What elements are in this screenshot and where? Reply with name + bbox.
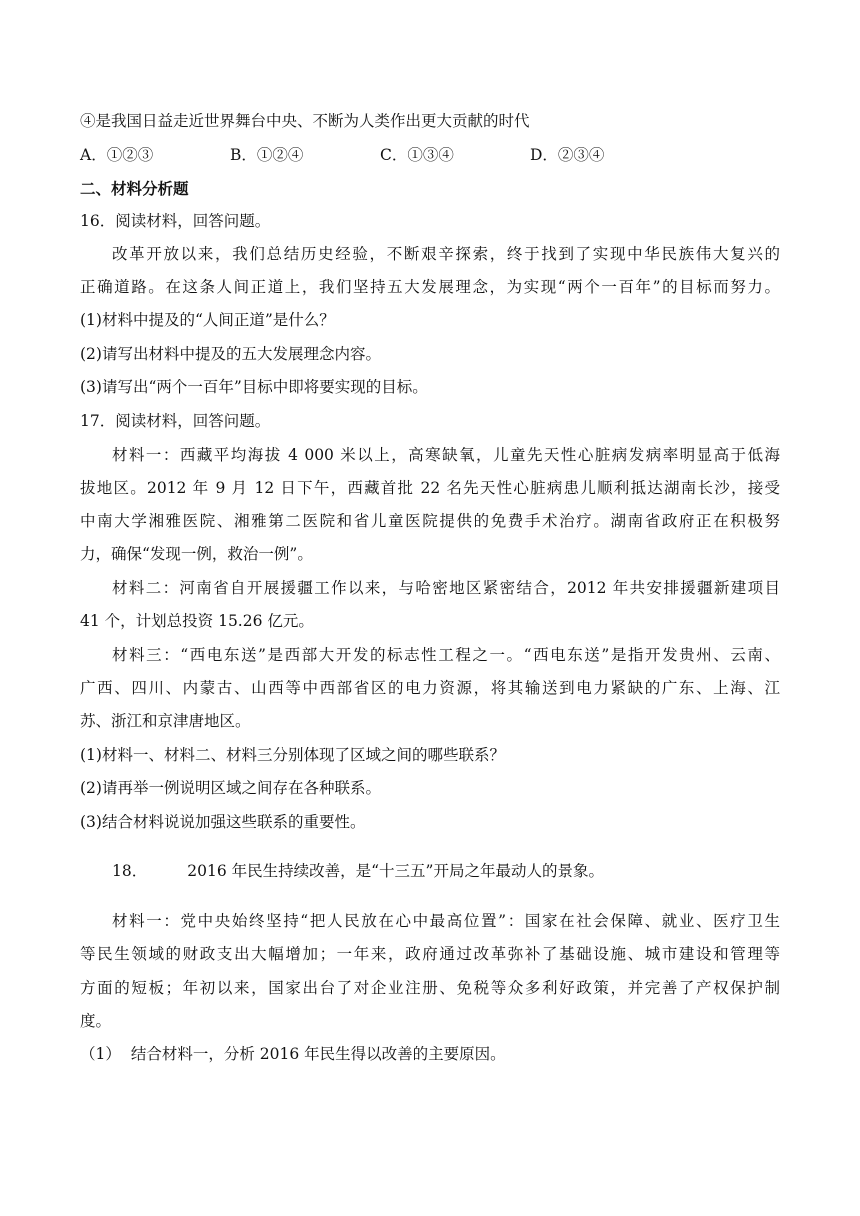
q15-option-4-statement: ④是我国日益走近世界舞台中央、不断为人类作出更大贡献的时代	[80, 112, 530, 130]
q17-material1-line: 力，确保“发现一例，救治一例”。	[80, 545, 313, 563]
q18-material1-line: 等民生领域的财政支出大幅增加；一年来，政府通过改革弥补了基础设施、城市建设和管理等	[80, 945, 780, 963]
q16-question-3: (3)请写出“两个一百年”目标中即将要实现的目标。	[80, 378, 428, 396]
q17-material1-line: 材料一：西藏平均海拔 4 000 米以上，高寒缺氧，儿童先天性心脏病发病率明显高于低海	[112, 446, 780, 464]
q16-material-line: 正确道路。在这条人间正道上，我们坚持五大发展理念，为实现“两个一百年”的目标而努力。	[80, 278, 780, 296]
q17-material3-line: 广西、四川、内蒙古、山西等中西部省区的电力资源，将其输送到电力紧缺的广东、上海、江	[80, 679, 780, 697]
q17-material2-line: 材料二：河南省自开展援疆工作以来，与哈密地区紧密结合，2012 年共安排援疆新建项目	[112, 579, 780, 597]
q17-question-2: (2)请再举一例说明区域之间存在各种联系。	[80, 779, 381, 797]
q18-material1-line: 度。	[80, 1012, 112, 1030]
option-a[interactable]: A．①②③	[80, 146, 154, 164]
q18-question-1-number: （1）	[80, 1045, 121, 1063]
q18-material1-line: 材料一：党中央始终坚持“把人民放在心中最高位置”：国家在社会保障、就业、医疗卫生	[112, 912, 780, 930]
q18-stem: 2016 年民生持续改善，是“十三五”开局之年最动人的景象。	[187, 862, 604, 880]
q16-material-line: 改革开放以来，我们总结历史经验，不断艰辛探索，终于找到了实现中华民族伟大复兴的	[112, 245, 780, 263]
option-d[interactable]: D．②③④	[530, 146, 605, 164]
option-c[interactable]: C．①③④	[380, 146, 454, 164]
section-title: 二、材料分析题	[80, 179, 189, 198]
q17-material1-line: 中南大学湘雅医院、湘雅第二医院和省儿童医院提供的免费手术治疗。湖南省政府正在积极努	[80, 512, 780, 530]
q17-question-1: (1)材料一、材料二、材料三分别体现了区域之间的哪些联系？	[80, 746, 505, 764]
q17-material2-line: 41 个，计划总投资 15.26 亿元。	[80, 612, 314, 630]
q17-stem: 17．阅读材料，回答问题。	[80, 412, 271, 430]
q18-question-1-text: 结合材料一，分析 2016 年民生得以改善的主要原因。	[130, 1045, 506, 1063]
q17-question-3: (3)结合材料说说加强这些联系的重要性。	[80, 813, 366, 831]
option-b[interactable]: B．①②④	[230, 146, 304, 164]
q18-question-1	[80, 1043, 780, 1065]
q18-material1-line: 方面的短板；年初以来，国家出台了对企业注册、免税等众多利好政策，并完善了产权保护制	[80, 979, 780, 997]
q16-stem: 16．阅读材料，回答问题。	[80, 212, 271, 230]
q18-header	[112, 860, 780, 882]
q16-question-2: (2)请写出材料中提及的五大发展理念内容。	[80, 345, 381, 363]
q17-material3-line: 苏、浙江和京津唐地区。	[80, 712, 251, 730]
q15-answer-options	[80, 144, 780, 166]
q18-number: 18．	[112, 862, 148, 880]
q16-question-1: (1)材料中提及的“人间正道”是什么？	[80, 311, 335, 329]
q17-material1-line: 拔地区。2012 年 9 月 12 日下午，西藏首批 22 名先天性心脏病患儿顺利抵达湖南长沙，接受	[80, 479, 780, 497]
q17-material3-line: 材料三：“西电东送”是西部大开发的标志性工程之一。“西电东送”是指开发贵州、云南、	[112, 646, 780, 664]
